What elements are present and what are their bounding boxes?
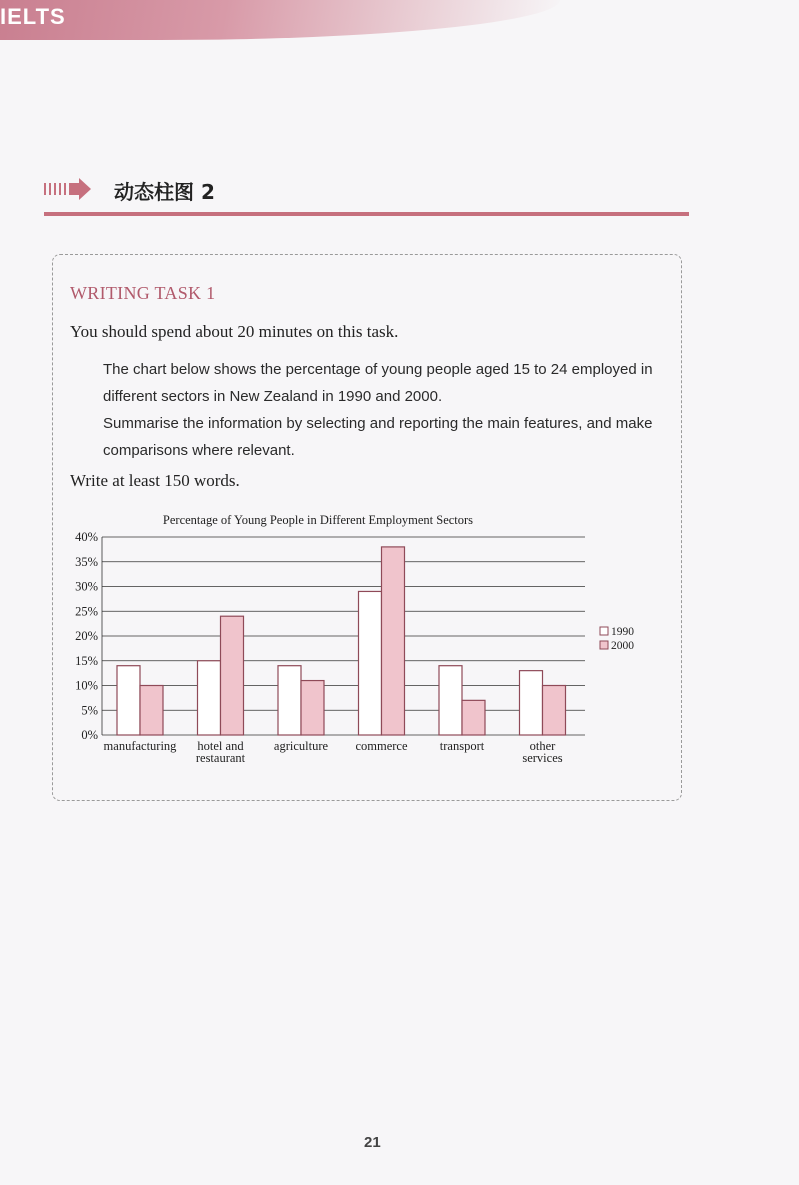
brand-logo: IELTS <box>0 4 66 29</box>
bar-1990 <box>117 666 140 735</box>
task-instruction: You should spend about 20 minutes on this task. <box>70 322 399 341</box>
bar-chart <box>60 506 660 776</box>
section-divider <box>44 212 689 216</box>
bar-1990 <box>278 666 301 735</box>
bar-2000 <box>382 547 405 735</box>
y-tick-label: 30% <box>75 579 98 594</box>
bar-2000 <box>140 686 163 736</box>
chart-title: Percentage of Young People in Different Employment Sectors <box>162 513 474 527</box>
y-tick-label: 15% <box>75 653 98 668</box>
bar-1990 <box>359 591 382 735</box>
description-line: different sectors in New Zealand in 1990 and 2000. <box>103 388 443 405</box>
y-tick-label: 40% <box>75 530 98 544</box>
task-description <box>103 356 668 464</box>
x-tick-label: agriculture <box>273 739 329 753</box>
bar-1990 <box>439 666 462 735</box>
y-tick-label: 25% <box>75 604 98 619</box>
arrow-icon <box>44 178 94 200</box>
x-tick-label: commerce <box>355 739 408 753</box>
bar-2000 <box>462 700 485 735</box>
task-title: WRITING TASK 1 <box>70 283 216 303</box>
x-tick-label: other <box>529 739 556 753</box>
x-tick-label: manufacturing <box>103 739 177 753</box>
bar-1990 <box>520 671 543 735</box>
x-tick-label: services <box>522 751 563 765</box>
y-tick-label: 35% <box>75 554 98 569</box>
page-number: 21 <box>364 1134 381 1151</box>
x-tick-label: hotel and <box>197 739 244 753</box>
legend-swatch <box>600 627 608 635</box>
x-tick-label: restaurant <box>195 751 246 765</box>
legend-swatch <box>600 641 608 649</box>
bar-2000 <box>221 616 244 735</box>
bar-1990 <box>198 661 221 735</box>
word-count-instruction: Write at least 150 words. <box>70 471 240 490</box>
description-line: comparisons where relevant. <box>103 442 295 459</box>
legend-label: 2000 <box>611 640 634 652</box>
y-tick-label: 0% <box>81 728 98 742</box>
y-tick-label: 20% <box>75 629 98 643</box>
bar-2000 <box>301 681 324 735</box>
section-title: 动态柱图 2 <box>114 180 215 204</box>
x-tick-label: transport <box>439 739 485 753</box>
bar-2000 <box>543 686 566 736</box>
y-tick-label: 10% <box>75 678 98 693</box>
header-banner <box>0 0 560 40</box>
y-tick-label: 5% <box>81 703 98 718</box>
legend-label: 1990 <box>611 626 634 638</box>
description-line: The chart below shows the percentage of young people aged 15 to 24 employed in <box>103 361 653 378</box>
description-line: Summarise the information by selecting and reporting the main features, and make <box>103 415 653 432</box>
